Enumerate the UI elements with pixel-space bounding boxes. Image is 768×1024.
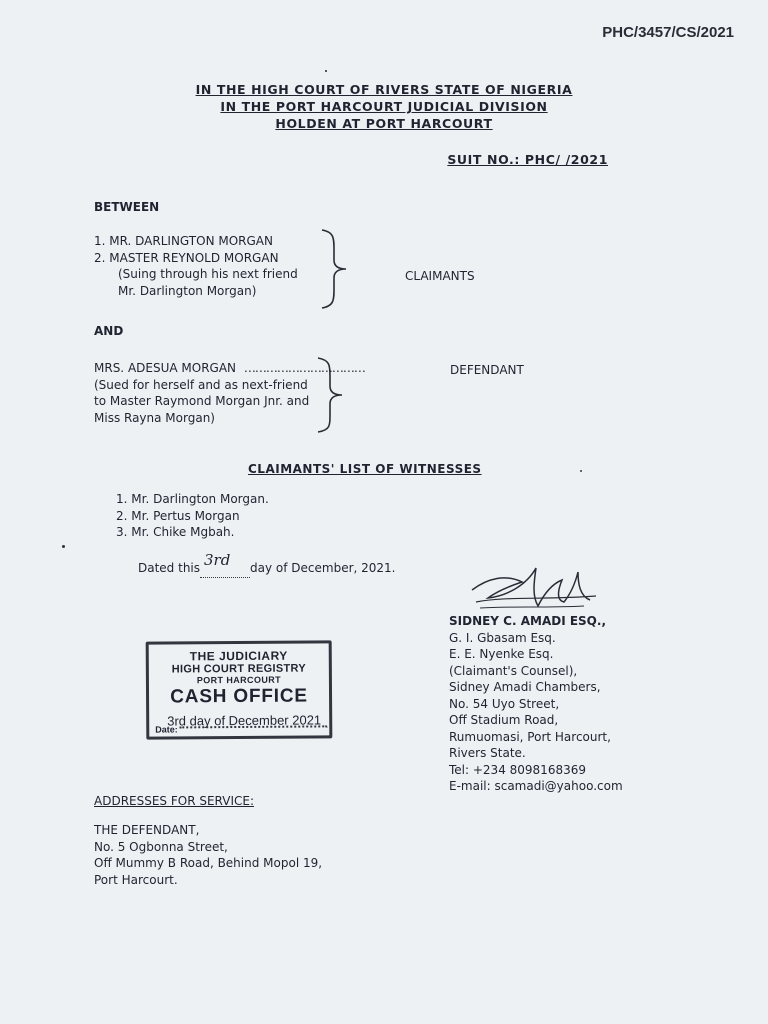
counsel-block: [449, 613, 623, 795]
dated-suffix: day of December, 2021.: [250, 561, 396, 575]
witness-list-heading: CLAIMANTS' LIST OF WITNESSES: [248, 462, 482, 476]
counsel-line: No. 54 Uyo Street,: [449, 696, 560, 711]
handwritten-day: 3rd: [204, 551, 231, 569]
claimants-block: [94, 233, 298, 299]
stamp-line-1: THE JUDICIARY: [189, 648, 288, 664]
defendant-line: Miss Rayna Morgan): [94, 410, 215, 425]
scan-speck: [62, 545, 65, 548]
signature: [466, 556, 606, 616]
stamp-line-3: PORT HARCOURT: [196, 674, 282, 686]
counsel-phone: Tel: +234 8098168369: [449, 762, 586, 777]
stamp-line-2: HIGH COURT REGISTRY: [171, 662, 307, 676]
claimant-line: Mr. Darlington Morgan): [118, 283, 257, 298]
witness-list: [116, 491, 269, 541]
defendant-brace: [314, 356, 350, 434]
defendant-line: (Sued for herself and as next-friend: [94, 377, 308, 392]
claimants-brace: [318, 228, 354, 310]
list-item: 1. Mr. Darlington Morgan.: [116, 492, 269, 506]
between-heading: BETWEEN: [94, 200, 160, 214]
defendant-label: DEFENDANT: [450, 363, 524, 377]
service-line: THE DEFENDANT,: [94, 823, 200, 837]
dotted-leader: ……………………………: [243, 361, 365, 375]
service-heading: ADDRESSES FOR SERVICE:: [94, 794, 254, 808]
dated-day-field: [200, 551, 250, 578]
stamp-date-value: 3rd day of December 2021: [167, 712, 322, 729]
dated-line: [138, 551, 396, 578]
case-reference: PHC/3457/CS/2021: [602, 24, 734, 41]
dated-prefix: Dated this: [138, 561, 201, 575]
counsel-name: SIDNEY C. AMADI ESQ.,: [449, 614, 606, 628]
service-line: Off Mummy B Road, Behind Mopol 19,: [94, 856, 323, 870]
stamp-date-dots: [179, 725, 327, 728]
service-address: [94, 822, 322, 888]
counsel-line: Off Stadium Road,: [449, 713, 559, 727]
claimant-line: (Suing through his next friend: [118, 267, 298, 281]
counsel-line: E. E. Nyenke Esq.: [449, 647, 554, 661]
and-heading: AND: [94, 324, 124, 338]
counsel-email: E-mail: scamadi@yahoo.com: [449, 779, 623, 793]
claimant-line: 2. MASTER REYNOLD MORGAN: [94, 250, 279, 265]
counsel-line: Sidney Amadi Chambers,: [449, 680, 601, 694]
list-item: 3. Mr. Chike Mgbah.: [116, 525, 235, 539]
counsel-line: (Claimant's Counsel),: [449, 663, 578, 678]
court-title-line-1: IN THE HIGH COURT OF RIVERS STATE OF NIGERIA: [195, 82, 573, 97]
scan-speck: [325, 70, 327, 72]
stamp-date-label: Date:: [155, 724, 178, 735]
registry-stamp: [146, 640, 333, 739]
service-line: No. 5 Ogbonna Street,: [94, 839, 228, 854]
defendant-line: to Master Raymond Morgan Jnr. and: [94, 394, 310, 408]
counsel-line: G. I. Gbasam Esq.: [449, 630, 556, 645]
counsel-line: Rumuomasi, Port Harcourt,: [449, 729, 611, 744]
counsel-line: Rivers State.: [449, 746, 526, 760]
scan-speck: [580, 470, 582, 472]
court-title-line-2: IN THE PORT HARCOURT JUDICIAL DIVISION: [220, 99, 548, 114]
stamp-line-4: CASH OFFICE: [170, 685, 308, 708]
suit-number: SUIT NO.: PHC/ /2021: [447, 152, 608, 167]
list-item: 2. Mr. Pertus Morgan: [116, 508, 240, 523]
claimant-line: 1. MR. DARLINGTON MORGAN: [94, 234, 273, 248]
claimants-label: CLAIMANTS: [405, 269, 475, 283]
defendant-name: MRS. ADESUA MORGAN: [94, 361, 237, 375]
court-title-line-3: HOLDEN AT PORT HARCOURT: [275, 116, 493, 131]
service-line: Port Harcourt.: [94, 872, 178, 887]
